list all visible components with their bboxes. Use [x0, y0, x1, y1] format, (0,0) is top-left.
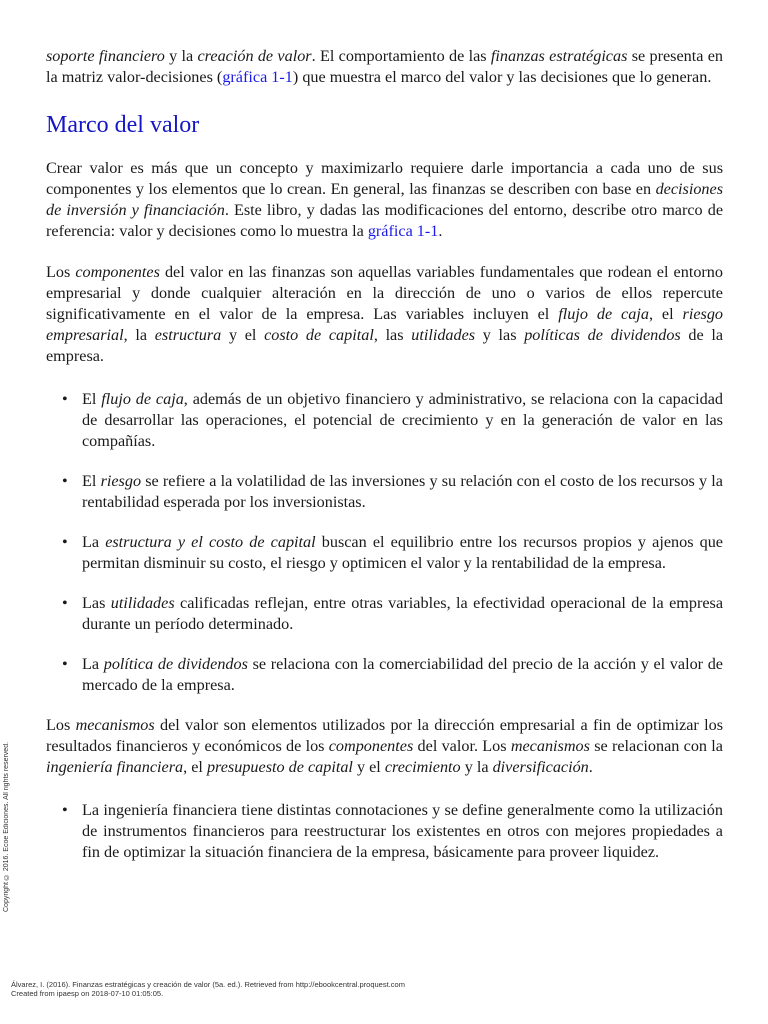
para1-text-4: .	[438, 222, 443, 240]
para2-text: , las	[373, 326, 412, 344]
para3-em: mecanismos	[75, 716, 155, 734]
list-item	[46, 654, 723, 696]
bullet-text: se relaciona con la comerciabilidad del precio de la acción y el valor de mercado de la empresa.	[82, 655, 723, 694]
bullet-text: buscan el equilibrio entre los recursos propios y ajenos que permitan disminuir su costo, el riesgo y optimicen el valor y la rentabilidad de la empresa.	[82, 533, 723, 572]
bullet-text: , además de un objetivo financiero y administrativo, se relaciona con la capacidad de desarrollar las operaciones, el potencial de crecimiento y en la generación de valor en las compañías.	[82, 390, 723, 450]
grafica-link[interactable]: gráfica 1-1	[222, 68, 293, 86]
citation-line: Álvarez, I. (2016). Finanzas estratégicas y creación de valor (5a. ed.). Retrieved from http://ebookcentral.proquest.com	[11, 980, 405, 989]
para2-text: Los	[46, 263, 76, 281]
para1-text-3: . Este libro, y dadas las modificaciones del entorno, describe otro marco de referencia: valor y decisiones como lo muestra la	[46, 201, 723, 240]
list-item	[46, 389, 723, 452]
para3-em: presupuesto de capital	[206, 758, 353, 776]
para2-text: de la empresa.	[46, 326, 724, 365]
bullet-em: política de dividendos	[103, 655, 248, 673]
paragraph-2	[46, 262, 723, 367]
intro-text-7: ) que muestra el marco del valor y las decisiones que lo generan.	[292, 68, 712, 86]
citation-footer	[11, 980, 405, 998]
section-heading: Marco del valor	[46, 112, 200, 138]
bullet-icon: •	[62, 390, 68, 408]
bullet-text: Las	[82, 594, 111, 612]
para2-text: , la	[123, 326, 155, 344]
para3-text: y la	[460, 758, 493, 776]
bullet-icon: •	[62, 472, 68, 490]
paragraph-1	[46, 158, 723, 242]
list-item	[46, 800, 723, 863]
para1-em-2: decisiones de inversión y financiación	[46, 180, 723, 219]
bullet-icon: •	[62, 801, 68, 819]
para2-em: costo de capital	[264, 326, 374, 344]
created-line: Created from ipaesp on 2018-07-10 01:05:05.	[11, 989, 164, 998]
para2-em: políticas de dividendos	[524, 326, 681, 344]
bullet-text: calificadas reflejan, entre otras variables, la efectividad operacional de la empresa durante un período determinado.	[82, 594, 724, 633]
paragraph-3	[46, 715, 723, 778]
para3-em: crecimiento	[384, 758, 461, 776]
para1-text-1: Crear valor es más que un concepto y maximizarlo requiere darle importancia a cada uno de sus componentes y los elementos que lo crean. En general, las finanzas se describen con base en	[46, 159, 723, 198]
bullet-em: riesgo	[100, 472, 142, 490]
intro-paragraph	[46, 46, 723, 88]
bullet-em: flujo de caja	[101, 390, 184, 408]
intro-text-4: . El comportamiento de las	[311, 47, 491, 65]
intro-em-5: finanzas estratégicas	[490, 47, 628, 65]
grafica-link[interactable]: gráfica 1-1	[367, 222, 439, 240]
para3-text: del valor. Los	[413, 737, 511, 755]
para3-text: y el	[352, 758, 385, 776]
intro-text-6: se presenta en la matriz valor-decisiones (	[46, 47, 723, 86]
para3-text: del valor son elementos utilizados por la dirección empresarial a fin de optimizar los resultados financieros y económicos de los	[46, 716, 723, 755]
intro-em-1: soporte financiero	[46, 47, 165, 65]
list-item	[46, 471, 723, 513]
bullet-text: La	[82, 655, 104, 673]
bullet-text: se refiere a la volatilidad de las inversiones y su relación con el costo de los recursos y la rentabilidad esperada por los inversionistas.	[82, 472, 723, 511]
list-item	[46, 532, 723, 574]
para2-text: del valor en las finanzas son aquellas variables fundamentales que rodean el entorno empresarial y donde cualquier alteración en la dirección de uno o varios de ellos repercute significativamente en el valor de la empresa. Las variables incluyen el	[46, 263, 723, 323]
bullet-em: estructura y el costo de capital	[105, 533, 316, 551]
para2-text: , el	[648, 305, 683, 323]
para3-text: se relacionan con la	[589, 737, 723, 755]
para3-em: ingeniería financiera	[46, 758, 184, 776]
bullet-text: El	[82, 390, 102, 408]
intro-text-2: y la	[164, 47, 198, 65]
para2-em: riesgo empresarial	[46, 305, 724, 344]
para2-text: y las	[475, 326, 525, 344]
bullet-text: La	[82, 533, 106, 551]
para2-em: componentes	[75, 263, 160, 281]
components-bullet-list	[46, 389, 723, 696]
bullet-text: La ingeniería financiera tiene distintas connotaciones y se define generalmente como la utilización de instrumentos financieros para reestructurar los existentes en otros con mejores propiedades a fin de optimizar la situación financiera de la empresa, básicamente para proveer liquidez.	[82, 801, 723, 861]
page-content	[46, 0, 723, 882]
copyright-notice: Copyright © 2016. Ecoe Ediciones. All rights reserved.	[3, 741, 10, 912]
para2-em: utilidades	[411, 326, 476, 344]
bullet-em: utilidades	[110, 594, 175, 612]
para2-em: flujo de caja	[558, 305, 649, 323]
intro-em-3: creación de valor	[197, 47, 312, 65]
para3-text: .	[588, 758, 593, 776]
para3-em: mecanismos	[510, 737, 590, 755]
para3-em: diversificación	[492, 758, 589, 776]
para2-em: estructura	[154, 326, 222, 344]
bullet-icon: •	[62, 594, 68, 612]
bullet-icon: •	[62, 655, 68, 673]
mechanisms-bullet-list	[46, 800, 723, 863]
para3-text: , el	[183, 758, 207, 776]
bullet-icon: •	[62, 533, 68, 551]
list-item	[46, 593, 723, 635]
para3-em: componentes	[328, 737, 414, 755]
para2-text: y el	[221, 326, 265, 344]
para3-text: Los	[46, 716, 76, 734]
bullet-text: El	[82, 472, 101, 490]
